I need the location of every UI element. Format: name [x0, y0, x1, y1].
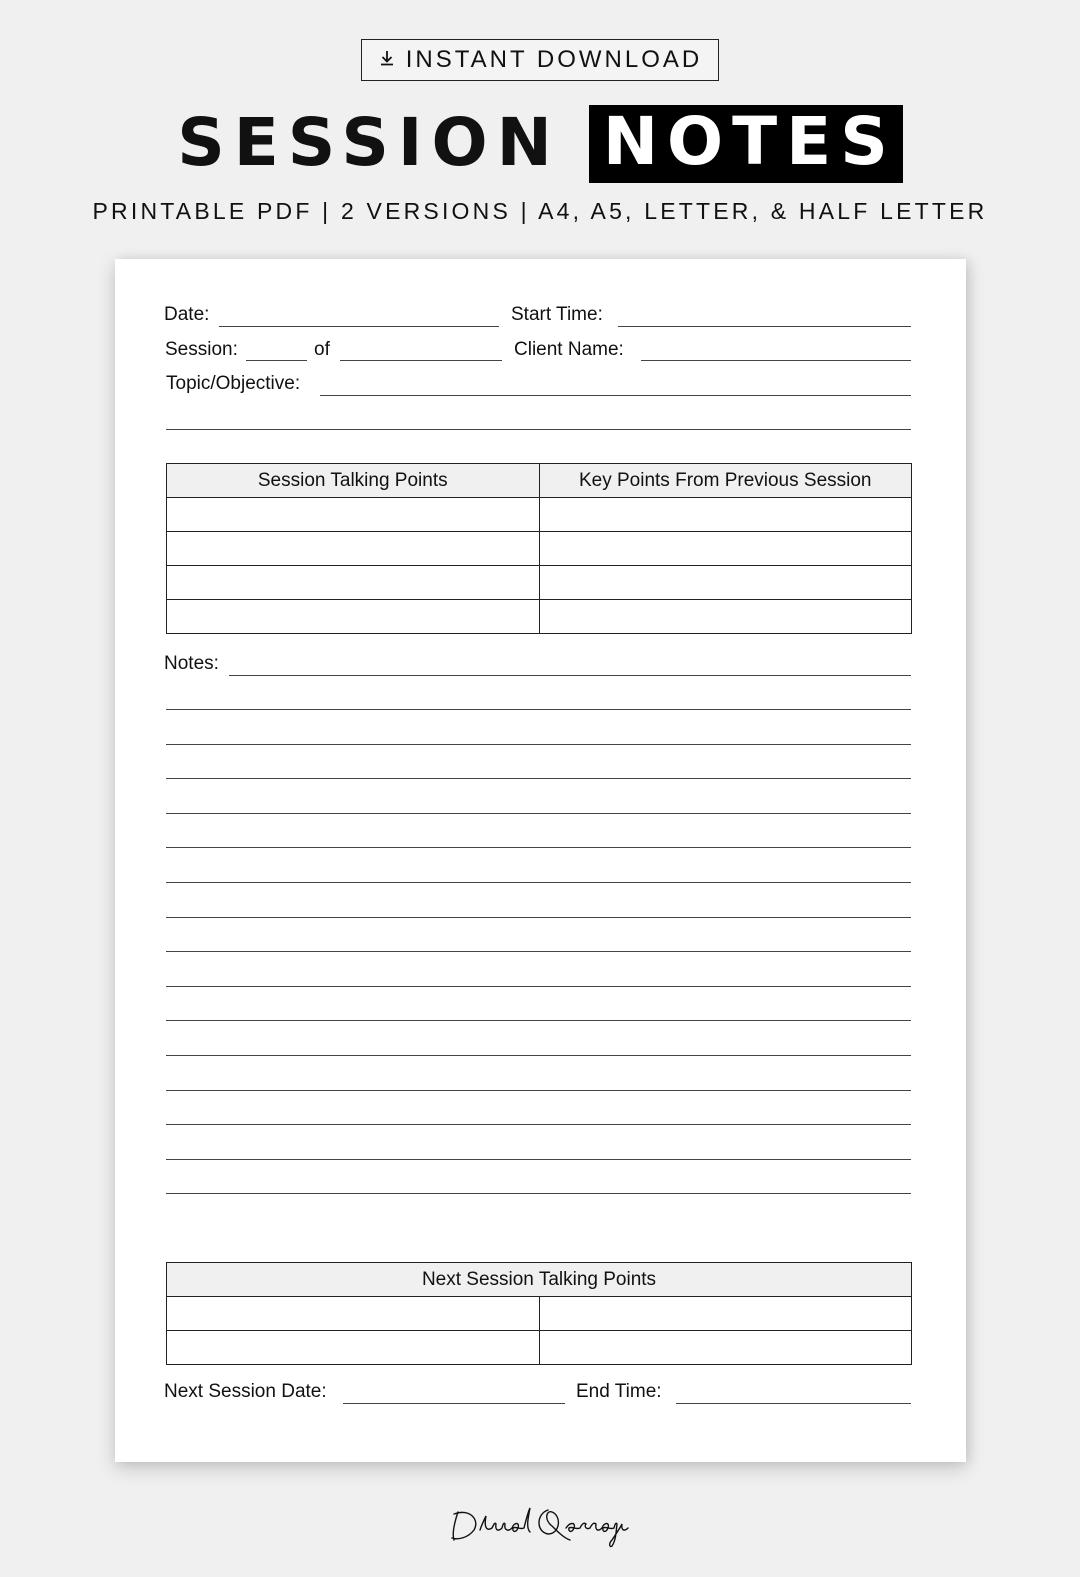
table-cell[interactable]: [167, 1331, 540, 1365]
signature-logo: [440, 1500, 640, 1552]
title-session: SESSION: [177, 104, 561, 181]
topic-line[interactable]: [320, 395, 911, 396]
next-session-date-line[interactable]: [343, 1403, 565, 1404]
notes-line[interactable]: [166, 1055, 911, 1056]
notes-line[interactable]: [166, 882, 911, 883]
table-cell[interactable]: [167, 566, 540, 600]
notes-line[interactable]: [166, 951, 911, 952]
session-number-line[interactable]: [246, 360, 307, 361]
topic-label: Topic/Objective:: [166, 373, 301, 394]
session-total-line[interactable]: [340, 360, 502, 361]
table-cell[interactable]: [167, 1297, 540, 1331]
table-cell[interactable]: [167, 498, 540, 532]
notes-label: Notes:: [164, 653, 219, 674]
session-label: Session:: [165, 339, 238, 360]
notes-line[interactable]: [166, 1124, 911, 1125]
table-cell[interactable]: [539, 600, 912, 634]
table-row: [167, 566, 912, 600]
table-cell[interactable]: [539, 532, 912, 566]
next-session-date-label: Next Session Date:: [164, 1381, 327, 1402]
table-cell[interactable]: [539, 566, 912, 600]
table-cell[interactable]: [539, 1331, 912, 1365]
table-row: [167, 498, 912, 532]
table-cell[interactable]: [167, 532, 540, 566]
download-icon: [378, 46, 396, 74]
end-time-line[interactable]: [676, 1403, 911, 1404]
date-line[interactable]: [219, 326, 499, 327]
session-talking-points-header: Session Talking Points: [167, 464, 540, 498]
badge-label: INSTANT DOWNLOAD: [405, 46, 703, 73]
notes-line[interactable]: [166, 1159, 911, 1160]
notes-line[interactable]: [166, 917, 911, 918]
topic-line-2[interactable]: [166, 429, 911, 430]
instant-download-badge: [361, 39, 719, 81]
notes-sheet: [115, 259, 966, 1462]
table-cell[interactable]: [539, 1297, 912, 1331]
notes-line[interactable]: [166, 744, 911, 745]
title-notes: NOTES: [589, 105, 903, 183]
page-subtitle: PRINTABLE PDF | 2 VERSIONS | A4, A5, LETTER, & HALF LETTER: [92, 198, 988, 224]
notes-line[interactable]: [166, 813, 911, 814]
page-title: [0, 104, 1080, 184]
notes-line[interactable]: [166, 847, 911, 848]
client-name-line[interactable]: [641, 360, 911, 361]
notes-line[interactable]: [166, 709, 911, 710]
of-label: of: [314, 339, 330, 360]
date-label: Date:: [164, 304, 210, 325]
notes-line[interactable]: [166, 778, 911, 779]
talking-points-table: [166, 463, 912, 634]
table-row: [167, 532, 912, 566]
notes-line[interactable]: [166, 1020, 911, 1021]
client-name-label: Client Name:: [514, 339, 624, 360]
notes-line-first[interactable]: [229, 675, 911, 676]
start-time-line[interactable]: [618, 326, 911, 327]
key-points-previous-header: Key Points From Previous Session: [539, 464, 912, 498]
table-cell[interactable]: [539, 498, 912, 532]
end-time-label: End Time:: [576, 1381, 662, 1402]
table-row: [167, 600, 912, 634]
table-row: [167, 1331, 912, 1365]
table-row: [167, 1297, 912, 1331]
table-cell[interactable]: [167, 600, 540, 634]
notes-line[interactable]: [166, 1090, 911, 1091]
start-time-label: Start Time:: [511, 304, 603, 325]
next-session-talking-points-header: Next Session Talking Points: [167, 1263, 912, 1297]
notes-line[interactable]: [166, 986, 911, 987]
next-session-table: [166, 1262, 912, 1365]
notes-line[interactable]: [166, 1193, 911, 1194]
